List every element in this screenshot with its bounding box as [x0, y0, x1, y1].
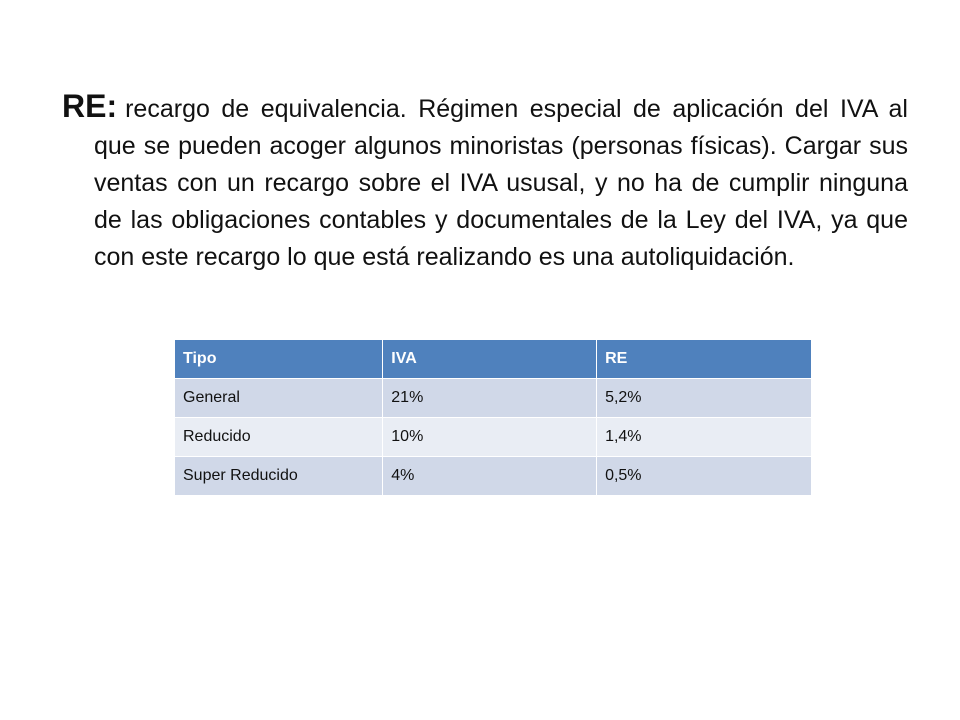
- table-row: [175, 418, 812, 457]
- term-label: RE:: [62, 88, 118, 124]
- cell-re: 0,5%: [597, 457, 812, 496]
- definition-text: recargo de equivalencia. Régimen especial de aplicación del IVA al que se pueden acoger algunos minoristas (personas físicas). Cargar sus ventas con un recargo sobre el IVA ususal, y no ha de cumplir ninguna de las obligaciones contables y documentales de la Ley del IVA, ya que con este recargo lo que está realizando es una autoliquidación.: [94, 95, 908, 271]
- cell-iva: 10%: [383, 418, 597, 457]
- header-re: RE: [597, 340, 812, 379]
- cell-iva: 21%: [383, 379, 597, 418]
- definition-paragraph: [62, 88, 908, 276]
- cell-tipo: Reducido: [175, 418, 383, 457]
- cell-re: 1,4%: [597, 418, 812, 457]
- table-row: [175, 457, 812, 496]
- table-row: [175, 379, 812, 418]
- header-tipo: Tipo: [175, 340, 383, 379]
- cell-tipo: General: [175, 379, 383, 418]
- header-iva: IVA: [383, 340, 597, 379]
- cell-tipo: Super Reducido: [175, 457, 383, 496]
- cell-re: 5,2%: [597, 379, 812, 418]
- cell-iva: 4%: [383, 457, 597, 496]
- iva-rates-table: [174, 339, 812, 496]
- table-header-row: [175, 340, 812, 379]
